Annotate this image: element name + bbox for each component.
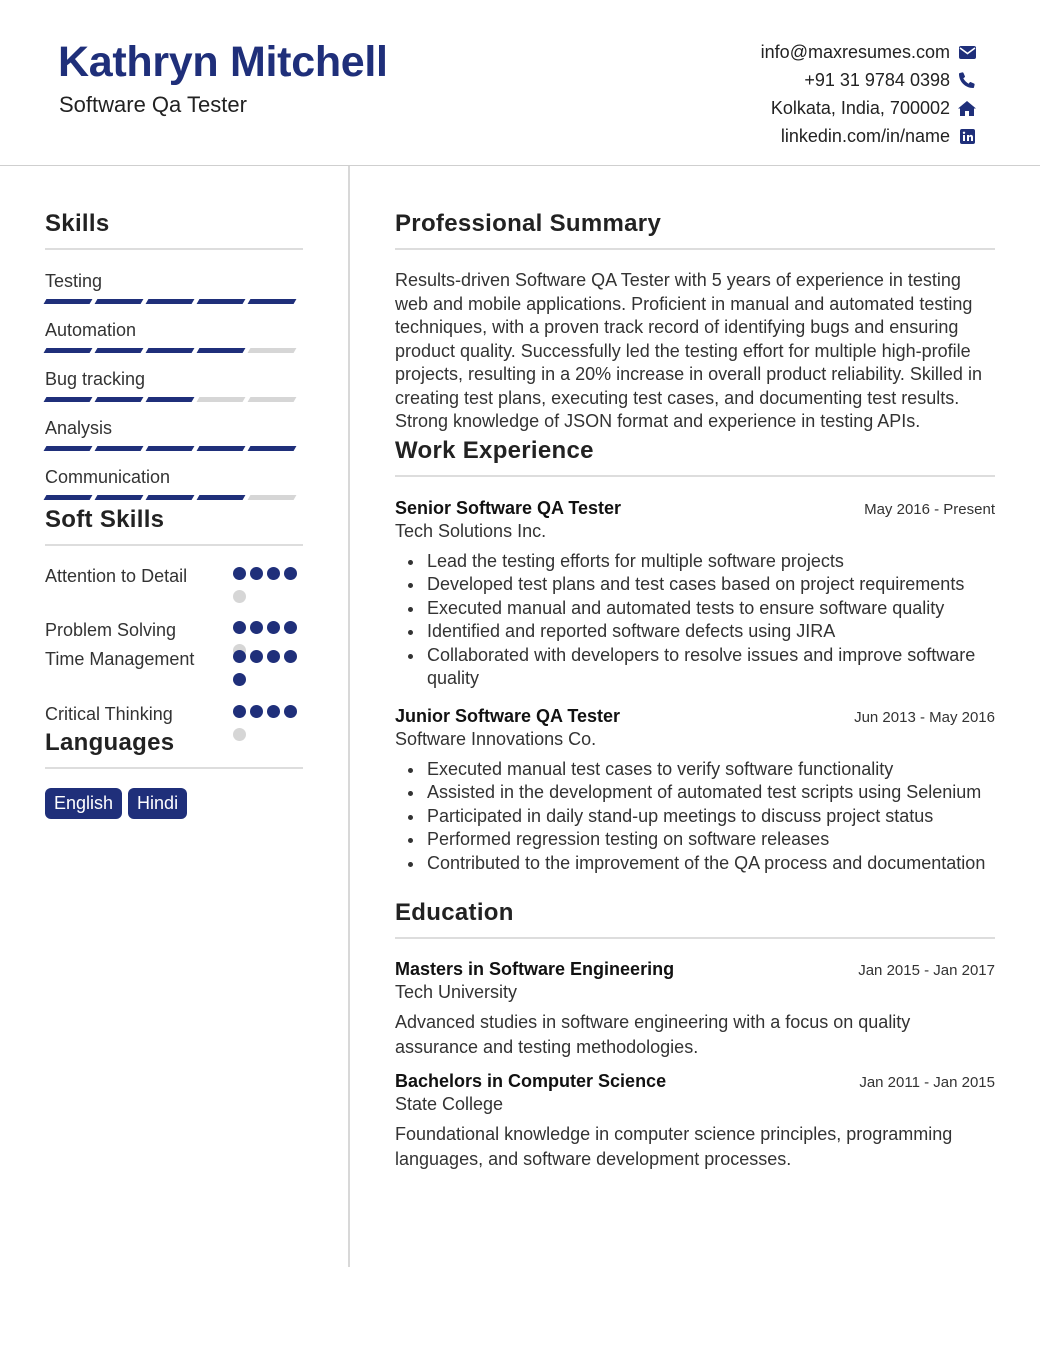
- soft-skill-dot: [284, 650, 297, 663]
- skill-item: [45, 466, 303, 501]
- soft-skill-dots: [233, 618, 303, 647]
- skill-level-segment: [146, 299, 195, 304]
- linkedin-icon: [958, 127, 976, 145]
- job-title: Junior Software QA Tester: [395, 705, 621, 726]
- skill-level-segment: [248, 495, 297, 500]
- contact-phone-text: +91 31 9784 0398: [804, 69, 950, 90]
- soft-skill-dot: [233, 650, 246, 663]
- summary-text: Results-driven Software QA Tester with 5 years of experience in testing web and mobile applications. Proficient in manual and automated testing techniques, with a proven track record of identifying bugs and ensuring product quality. Successfully led the testing effort for multiple high-profile projects, resulting in a 20% increase in overall product reliability. Skilled in creating test plans, executing test cases, and documenting test results. Strong knowledge of JSON format and experience in testing APIs.: [395, 270, 982, 431]
- skill-level-segment: [197, 299, 246, 304]
- soft-skill-item: [45, 702, 303, 729]
- skill-level-bar: [45, 397, 303, 403]
- skill-item: [45, 319, 303, 354]
- education-date: Jan 2015 - Jan 2017: [858, 962, 995, 979]
- list-item: Lead the testing efforts for multiple software projects: [395, 550, 995, 574]
- skill-level-segment: [95, 495, 144, 500]
- envelope-icon: [958, 43, 976, 61]
- contact-email[interactable]: [761, 38, 976, 66]
- skill-item: [45, 417, 303, 452]
- skills-heading: Skills: [45, 210, 303, 250]
- skill-level-segment: [197, 397, 246, 402]
- job-entry: [395, 498, 995, 691]
- job-date: May 2016 - Present: [864, 500, 995, 518]
- job-bullets: [395, 550, 995, 691]
- skill-level-segment: [146, 348, 195, 353]
- skill-level-segment: [146, 495, 195, 500]
- skill-level-bar: [45, 495, 303, 501]
- list-item: Contributed to the improvement of the QA process and documentation: [395, 852, 995, 876]
- soft-skill-dot: [267, 705, 280, 718]
- education-entry: [395, 1071, 995, 1171]
- skill-name: Bug tracking: [45, 369, 146, 389]
- skill-level-segment: [44, 446, 93, 451]
- candidate-name: Kathryn Mitchell: [58, 38, 388, 86]
- soft-skill-dot: [267, 621, 280, 634]
- soft-skill-name: Time Management: [45, 649, 195, 669]
- list-item: Developed test plans and test cases based on project requirements: [395, 573, 995, 597]
- list-item: Collaborated with developers to resolve issues and improve software quality: [395, 644, 995, 691]
- school-name: Tech University: [395, 982, 518, 1002]
- skill-level-segment: [248, 299, 297, 304]
- column-divider: [348, 166, 350, 1267]
- soft-skill-dot: [233, 621, 246, 634]
- education-description: Advanced studies in software engineering with a focus on quality assurance and testing methodologies.: [395, 1012, 911, 1057]
- skill-level-segment: [44, 397, 93, 402]
- soft-skill-dots: [233, 564, 303, 618]
- soft-skill-dot: [233, 705, 246, 718]
- skill-item: [45, 368, 303, 403]
- language-badge: Hindi: [128, 788, 187, 819]
- skill-level-segment: [146, 446, 195, 451]
- education-heading: Education: [395, 899, 995, 939]
- soft-skill-dot: [233, 728, 246, 741]
- school-name: State College: [395, 1094, 504, 1114]
- soft-skill-dot: [267, 567, 280, 580]
- summary-heading: Professional Summary: [395, 210, 995, 250]
- job-entry: [395, 706, 995, 876]
- skill-level-segment: [95, 397, 144, 402]
- skill-level-segment: [95, 348, 144, 353]
- list-item: Participated in daily stand-up meetings to discuss project status: [395, 805, 995, 829]
- skill-level-segment: [197, 495, 246, 500]
- skill-level-segment: [197, 348, 246, 353]
- contact-linkedin[interactable]: [761, 122, 976, 150]
- skill-level-bar: [45, 299, 303, 305]
- soft-skill-dot: [284, 705, 297, 718]
- education-entry: [395, 959, 995, 1059]
- soft-skill-dot: [250, 567, 263, 580]
- skill-level-segment: [95, 446, 144, 451]
- skill-name: Communication: [45, 467, 171, 487]
- soft-skill-dots: [233, 647, 303, 702]
- list-item: Assisted in the development of automated test scripts using Selenium: [395, 781, 995, 805]
- sidebar: [45, 210, 303, 819]
- language-list: [45, 788, 303, 819]
- soft-skill-dot: [267, 650, 280, 663]
- candidate-title: Software Qa Tester: [59, 92, 247, 117]
- soft-skill-item: [45, 647, 303, 702]
- job-bullets: [395, 758, 995, 876]
- languages-heading: Languages: [45, 729, 303, 769]
- skill-level-segment: [197, 446, 246, 451]
- soft-skill-dot: [233, 567, 246, 580]
- contact-phone[interactable]: [761, 66, 976, 94]
- soft-skill-dot: [250, 705, 263, 718]
- list-item: Executed manual and automated tests to ensure software quality: [395, 597, 995, 621]
- soft-skill-name: Critical Thinking: [45, 704, 173, 724]
- skill-name: Testing: [45, 271, 103, 291]
- contact-linkedin-text: linkedin.com/in/name: [780, 125, 950, 146]
- skill-name: Automation: [45, 320, 137, 340]
- list-item: Identified and reported software defects using JIRA: [395, 620, 995, 644]
- soft-skill-item: [45, 618, 303, 647]
- soft-skills-heading: Soft Skills: [45, 506, 303, 546]
- soft-skill-dot: [233, 673, 246, 686]
- soft-skill-dot: [250, 650, 263, 663]
- resume-header: [0, 0, 1040, 166]
- skill-level-segment: [44, 495, 93, 500]
- job-company: Software Innovations Co.: [395, 728, 597, 749]
- skill-level-segment: [44, 299, 93, 304]
- main-content: [395, 210, 995, 1171]
- job-date: Jun 2013 - May 2016: [854, 708, 995, 726]
- skill-level-segment: [146, 397, 195, 402]
- contact-location: [761, 94, 976, 122]
- list-item: Performed regression testing on software releases: [395, 828, 995, 852]
- soft-skill-dot: [233, 590, 246, 603]
- soft-skill-name: Problem Solving: [45, 620, 177, 640]
- skill-level-segment: [248, 348, 297, 353]
- degree-title: Masters in Software Engineering: [395, 959, 675, 979]
- soft-skill-dot: [250, 621, 263, 634]
- home-icon: [958, 99, 976, 117]
- contact-block: [761, 38, 976, 150]
- skill-level-segment: [248, 446, 297, 451]
- soft-skill-item: [45, 564, 303, 618]
- list-item: Executed manual test cases to verify software functionality: [395, 758, 995, 782]
- skill-level-bar: [45, 446, 303, 452]
- soft-skill-dot: [284, 567, 297, 580]
- education-date: Jan 2011 - Jan 2015: [859, 1074, 995, 1091]
- skill-level-segment: [95, 299, 144, 304]
- experience-heading: Work Experience: [395, 437, 995, 477]
- skill-name: Analysis: [45, 418, 113, 438]
- skill-item: [45, 270, 303, 305]
- education-description: Foundational knowledge in computer science principles, programming languages, and software development processes.: [395, 1124, 953, 1169]
- soft-skill-name: Attention to Detail: [45, 566, 188, 586]
- soft-skill-dots: [233, 702, 303, 729]
- skill-level-segment: [248, 397, 297, 402]
- contact-email-text: info@maxresumes.com: [760, 41, 950, 62]
- phone-icon: [958, 71, 976, 89]
- skill-level-segment: [44, 348, 93, 353]
- job-title: Senior Software QA Tester: [395, 497, 622, 518]
- job-company: Tech Solutions Inc.: [395, 520, 547, 541]
- soft-skill-dot: [284, 621, 297, 634]
- skill-level-bar: [45, 348, 303, 354]
- language-badge: English: [45, 788, 122, 819]
- degree-title: Bachelors in Computer Science: [395, 1071, 667, 1091]
- contact-location-text: Kolkata, India, 700002: [770, 97, 950, 118]
